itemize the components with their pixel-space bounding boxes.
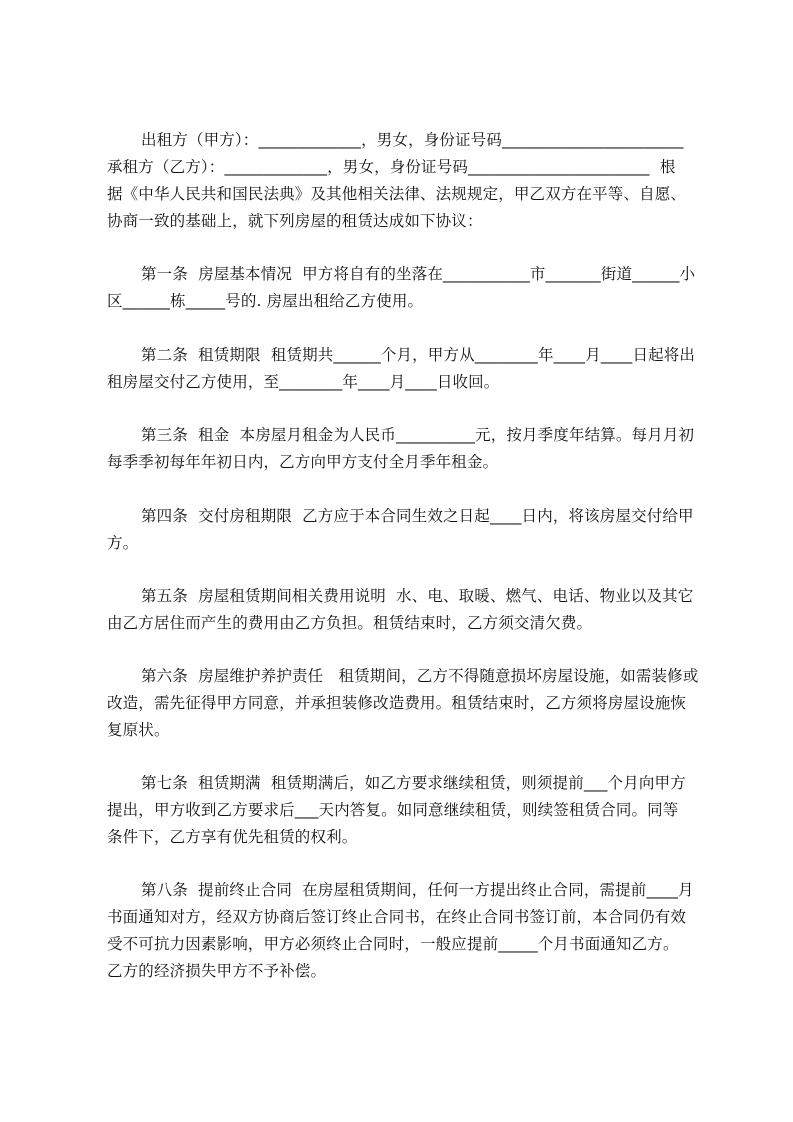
article-4-line-2: 方。 <box>107 534 139 552</box>
article-6-line-2: 改造，需先征得甲方同意，并承担装修改造费用。租赁结束时，乙方须将房屋设施恢 <box>107 694 687 712</box>
article-8-line-1: 第八条 提前终止合同 在房屋租赁期间，任何一方提出终止合同，需提前____月 <box>141 881 694 899</box>
article-5-line-2: 由乙方居住而产生的费用由乙方负担。租赁结束时，乙方须交清欠费。 <box>107 614 593 632</box>
article-7-line-1: 第七条 租赁期满 租赁期满后，如乙方要求继续租赁，则须提前___个月向甲方 <box>141 774 686 792</box>
article-4-line-1: 第四条 交付房租期限 乙方应于本合同生效之日起____日内，将该房屋交付给甲 <box>141 507 694 525</box>
article-8-line-3: 受不可抗力因素影响，甲方必须终止合同时，一般应提前_____个月书面通知乙方。 <box>107 935 679 953</box>
article-8-line-2: 书面通知对方，经双方协商后签订终止合同书，在终止合同书签订前，本合同仍有效 <box>107 908 687 926</box>
article-2-line-1: 第二条 租赁期限 租赁期共______个月，甲方从________年____月____日起将出 <box>141 346 696 364</box>
article-1-line-1: 第一条 房屋基本情况 甲方将自有的坐落在___________市_______街道______小 <box>141 265 696 283</box>
article-7-line-3: 条件下，乙方享有优先租赁的权利。 <box>107 828 358 846</box>
article-6-line-3: 复原状。 <box>107 721 170 739</box>
article-7-line-2: 提出，甲方收到乙方要求后___天内答复。如同意继续租赁，则续签租赁合同。同等 <box>107 801 679 819</box>
article-2-line-2: 租房屋交付乙方使用，至________年____月____日收回。 <box>107 373 500 391</box>
article-8-line-4: 乙方的经济损失甲方不予补偿。 <box>107 962 327 980</box>
article-3-line-1: 第三条 租金 本房屋月租金为人民币__________元，按月季度年结算。每月月初 <box>141 426 695 444</box>
intro-landlord-line: 出租方（甲方）：_____________，男女，身份证号码_______________________ <box>141 131 684 149</box>
article-5-line-1: 第五条 房屋租赁期间相关费用说明 水、电、取暖、燃气、电话、物业以及其它 <box>141 587 694 605</box>
intro-legal-basis-line: 据《中华人民共和国民法典》及其他相关法律、法规规定，甲乙双方在平等、自愿、 <box>107 185 687 203</box>
intro-agreement-line: 协商一致的基础上，就下列房屋的租赁达成如下协议： <box>107 212 483 230</box>
article-3-line-2: 每季季初每年年初日内，乙方向甲方支付全月季年租金。 <box>107 453 499 471</box>
article-1-line-2: 区______栋_____号的. 房屋出租给乙方使用。 <box>107 292 424 310</box>
article-6-line-1: 第六条 房屋维护养护责任 租赁期间，乙方不得随意损坏房屋设施，如需装修或 <box>141 667 699 685</box>
intro-tenant-line: 承租方（乙方）：_____________，男女，身份证号码_______________________ 根 <box>107 158 676 176</box>
